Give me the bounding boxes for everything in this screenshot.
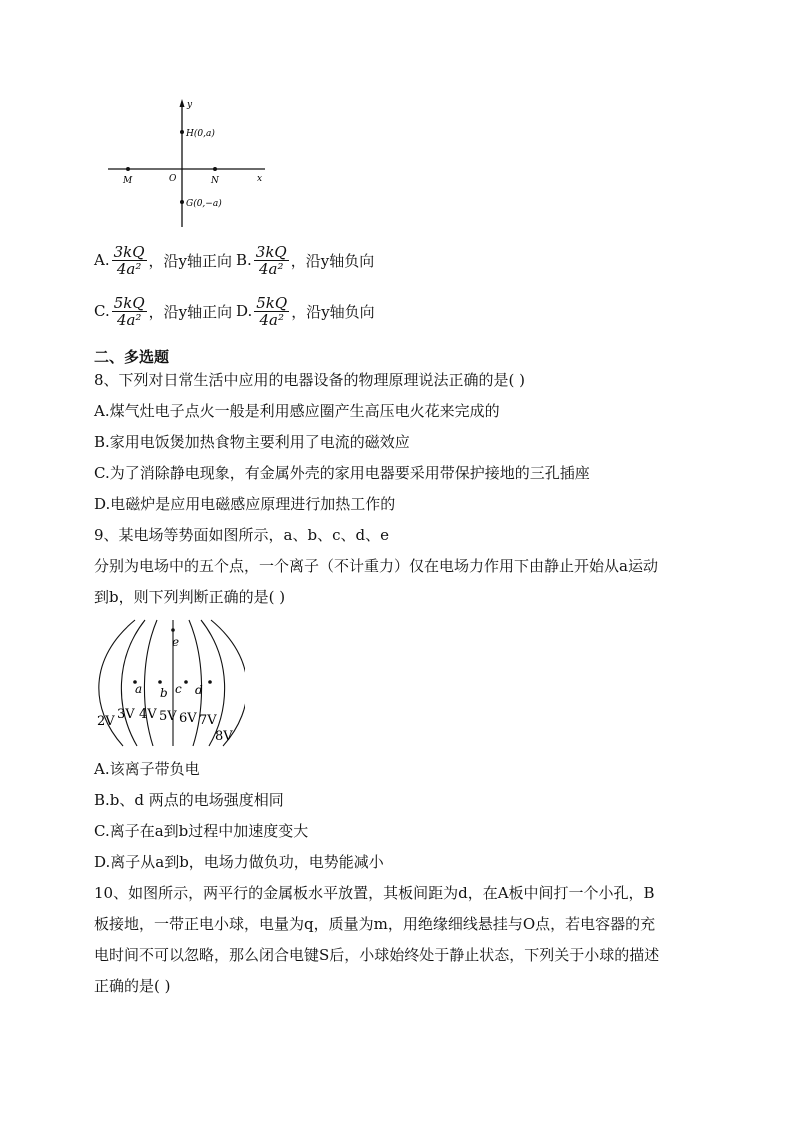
point-b-label: b bbox=[160, 686, 168, 700]
x-axis-label: x bbox=[257, 174, 263, 184]
q9-stem-line2: 分别为电场中的五个点，一个离子（不计重力）仅在电场力作用下由静止开始从a运动 bbox=[94, 557, 658, 575]
q10-stem-line4: 正确的是( ) bbox=[94, 977, 171, 995]
voltage-2v-label: 2V bbox=[97, 714, 115, 729]
q7-option-b[interactable]: B. $\frac{3kQ}{\text{4a²}}$ ，沿y轴负向 bbox=[236, 242, 375, 278]
point-G-label: G(0,−a) bbox=[186, 199, 222, 209]
point-M-label: M bbox=[123, 176, 133, 186]
point-N-label: N bbox=[211, 176, 219, 186]
q9-option-c[interactable]: C.离子在a到b过程中加速度变大 bbox=[94, 822, 309, 840]
equipotential-figure bbox=[95, 618, 245, 748]
coordinate-figure bbox=[100, 95, 280, 235]
q9-option-b[interactable]: B.b、d 两点的电场强度相同 bbox=[94, 791, 284, 809]
voltage-6v-label: 6V bbox=[179, 711, 197, 726]
q10-stem-line2: 板接地，一带正电小球，电量为q，质量为m，用绝缘细线悬挂与O点，若电容器的充 bbox=[94, 915, 656, 933]
q10-stem-line3: 电时间不可以忽略，那么闭合电键S后，小球始终处于静止状态，下列关于小球的描述 bbox=[94, 946, 660, 964]
q9-stem-line3: 到b，则下列判断正确的是( ) bbox=[94, 588, 286, 606]
q7-option-c[interactable]: C. $\frac{5kQ}{\text{4a²}}$ ，沿y轴正向 bbox=[94, 293, 233, 329]
origin-label: O bbox=[169, 174, 177, 184]
q9-option-a[interactable]: A.该离子带负电 bbox=[94, 760, 200, 778]
voltage-7v-label: 7V bbox=[199, 713, 217, 728]
q7-option-d[interactable]: D. $\frac{5kQ}{\text{4a²}}$ ，沿y轴负向 bbox=[236, 293, 375, 329]
point-d-label: d bbox=[195, 683, 203, 697]
point-e-label: e bbox=[172, 635, 180, 649]
voltage-3v-label: 3V bbox=[117, 707, 135, 722]
point-c-label: c bbox=[175, 682, 182, 696]
q8-option-a[interactable]: A.煤气灶电子点火一般是利用感应圈产生高压电火花来完成的 bbox=[94, 402, 500, 420]
y-axis-label: y bbox=[187, 100, 193, 110]
q8-stem: 8、下列对日常生活中应用的电器设备的物理原理说法正确的是( ) bbox=[94, 371, 526, 389]
q8-option-d[interactable]: D.电磁炉是应用电磁感应原理进行加热工作的 bbox=[94, 495, 396, 513]
q7-option-a[interactable]: A. $\frac{3kQ}{\text{4a²}}$ ，沿y轴正向 bbox=[94, 242, 233, 278]
q9-stem-line1: 9、某电场等势面如图所示，a、b、c、d、e bbox=[94, 526, 389, 544]
q8-option-b[interactable]: B.家用电饭煲加热食物主要利用了电流的磁效应 bbox=[94, 433, 410, 451]
voltage-4v-label: 4V bbox=[139, 707, 157, 722]
section-heading-multi-choice: 二、多选题 bbox=[94, 348, 170, 366]
q10-stem-line1: 10、如图所示，两平行的金属板水平放置，其板间距为d，在A板中间打一个小孔，B bbox=[94, 884, 655, 902]
q9-option-d[interactable]: D.离子从a到b，电场力做负功，电势能减小 bbox=[94, 853, 384, 871]
point-a-label: a bbox=[135, 682, 143, 696]
point-H-label: H(0,a) bbox=[186, 129, 215, 139]
q8-option-c[interactable]: C.为了消除静电现象，有金属外壳的家用电器要采用带保护接地的三孔插座 bbox=[94, 464, 590, 482]
voltage-8v-label: 8V bbox=[215, 729, 233, 744]
voltage-5v-label: 5V bbox=[159, 709, 177, 724]
